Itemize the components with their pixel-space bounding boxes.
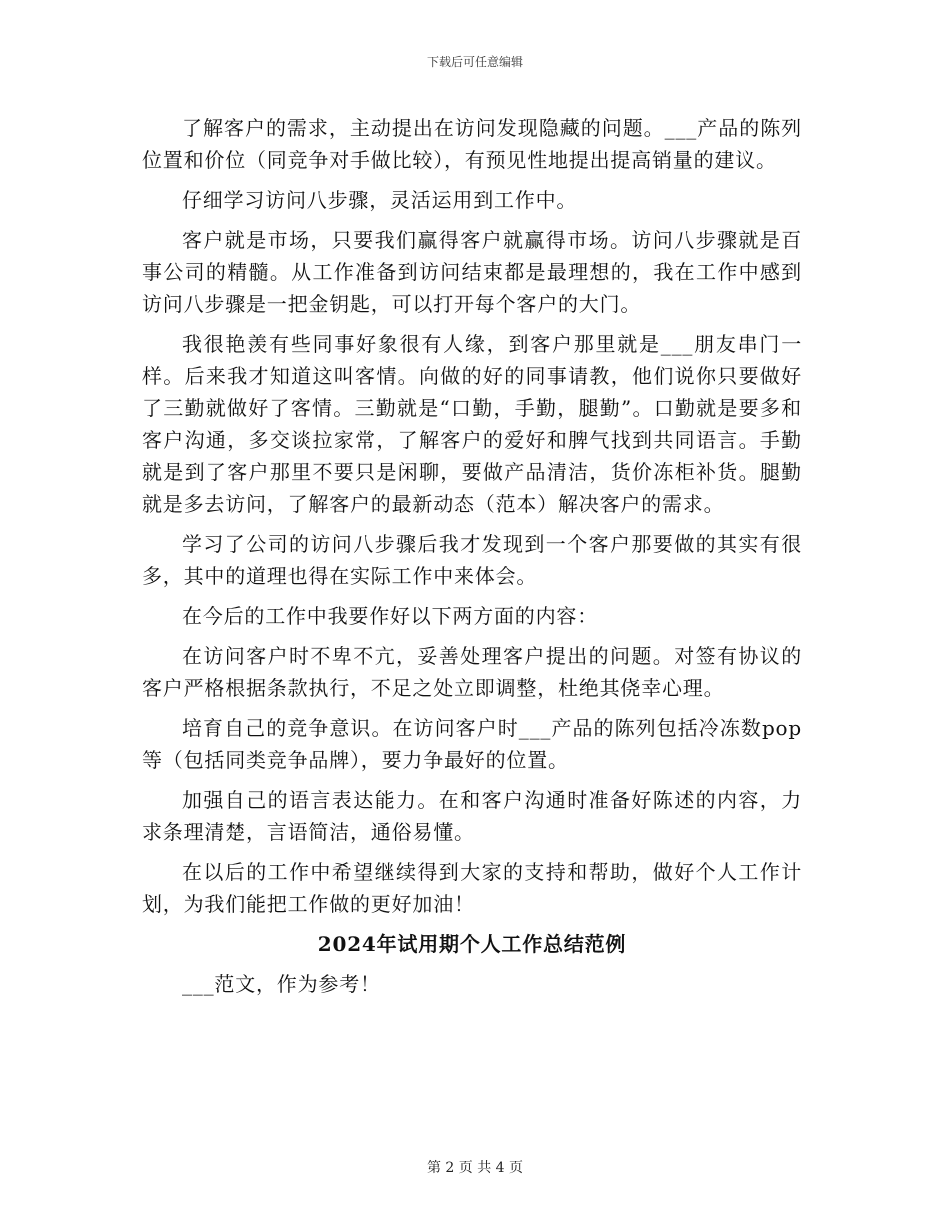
paragraph: 在今后的工作中我要作好以下两方面的内容：	[182, 604, 598, 628]
paragraph: 客户就是市场，只要我们赢得客户就赢得市场。访问八步骤就是百事公司的精髓。从工作准备到访问结束都是最理想的，我在工作中感到访问八步骤是一把金钥匙，可以打开每个客户的大门。	[142, 228, 802, 316]
paragraph: 学习了公司的访问八步骤后我才发现到一个客户那要做的其实有很多，其中的道理也得在实际工作中来体会。	[142, 532, 802, 588]
paragraph: 加强自己的语言表达能力。在和客户沟通时准备好陈述的内容，力求条理清楚，言语简洁，通俗易懂。	[142, 788, 802, 844]
closing-line: ___范文，作为参考！	[182, 972, 381, 996]
page-header: 下载后可任意编辑	[426, 55, 523, 69]
paragraph: 在以后的工作中希望继续得到大家的支持和帮助，做好个人工作计划，为我们能把工作做的更好加油！	[142, 860, 802, 916]
paragraph: 培育自己的竞争意识。在访问客户时___产品的陈列包括冷冻数pop等（包括同类竞争品牌），要力争最好的位置。	[142, 716, 802, 772]
document-body	[142, 112, 802, 1008]
paragraph: 了解客户的需求，主动提出在访问发现隐藏的问题。___产品的陈列位置和价位（同竞争对手做比较），有预见性地提出提高销量的建议。	[142, 116, 802, 172]
paragraph: 在访问客户时不卑不亢，妥善处理客户提出的问题。对签有协议的客户严格根据条款执行，不足之处立即调整，杜绝其侥幸心理。	[142, 644, 802, 700]
section-title: 2024年试用期个人工作总结范例	[317, 932, 627, 956]
page-footer: 第 2 页 共 4 页	[426, 1160, 524, 1176]
paragraph: 仔细学习访问八步骤，灵活运用到工作中。	[182, 188, 578, 212]
paragraph: 我很艳羡有些同事好象很有人缘，到客户那里就是___朋友串门一样。后来我才知道这叫客情。向做的好的同事请教，他们说你只要做好了三勤就做好了客情。三勤就是“口勤，手勤，腿勤”。口勤就是要多和客户沟通，多交谈拉家常，了解客户的爱好和脾气找到共同语言。手勤就是到了客户那里不要只是闲聊，要做产品清洁，货价冻柜补货。腿勤就是多去访问，了解客户的最新动态（范本）解决客户的需求。	[142, 332, 802, 516]
